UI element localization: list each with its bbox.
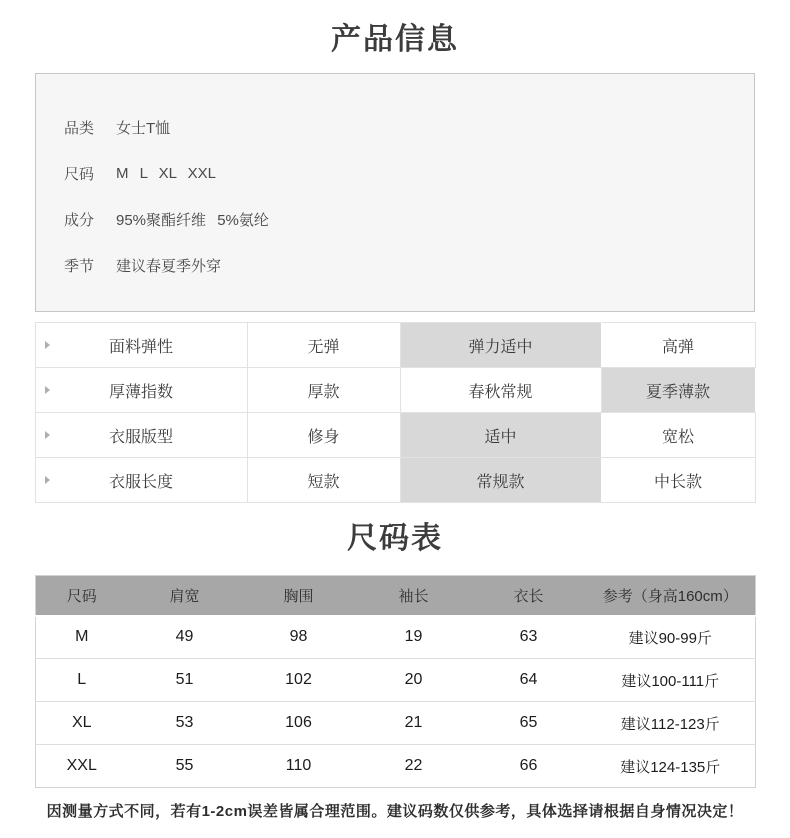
size-cell: M — [35, 616, 128, 659]
size-chart-title: 尺码表 — [347, 522, 443, 555]
size-cell: 64 — [471, 659, 586, 702]
size-col-header: 肩宽 — [128, 576, 241, 616]
size-cell: 106 — [241, 702, 356, 745]
size-cell-reference: 建议112-123斤 — [586, 702, 755, 745]
size-cell: 98 — [241, 616, 356, 659]
info-value-composition: 95%聚酯纤维 5%氨纶 — [116, 211, 269, 229]
size-cell: 19 — [356, 616, 471, 659]
size-chart-table — [35, 575, 756, 788]
product-info-row — [36, 242, 754, 288]
attr-label-cell — [35, 368, 247, 413]
size-cell: 53 — [128, 702, 241, 745]
size-col-header: 袖长 — [356, 576, 471, 616]
measurement-note: 因测量方式不同，若有1-2cm误差皆属合理范围。建议码数仅供参考，具体选择请根据自身情况决定！ — [46, 803, 744, 820]
size-cell-reference: 建议124-135斤 — [586, 745, 755, 788]
size-cell: 22 — [356, 745, 471, 788]
attr-option-cell: 中长款 — [601, 458, 755, 503]
triangle-right-icon — [45, 341, 50, 349]
attr-option-cell: 无弹 — [247, 323, 400, 368]
size-cell: 51 — [128, 659, 241, 702]
size-col-header: 参考（身高160cm） — [586, 576, 755, 616]
size-chart-header-row — [35, 576, 755, 616]
triangle-right-icon — [45, 431, 50, 439]
product-info-row — [36, 196, 754, 242]
info-value-size: M L XL XXL — [116, 164, 216, 182]
page-title: 产品信息 — [331, 23, 459, 56]
size-cell: XL — [35, 702, 128, 745]
attr-label-cell — [35, 323, 247, 368]
size-cell: 63 — [471, 616, 586, 659]
size-cell: 55 — [128, 745, 241, 788]
attribute-row — [35, 413, 755, 458]
attribute-row — [35, 368, 755, 413]
size-col-header: 衣长 — [471, 576, 586, 616]
info-label-category: 品类 — [64, 119, 95, 137]
attr-option-cell: 弹力适中 — [400, 323, 601, 368]
info-label-season: 季节 — [64, 257, 95, 275]
attr-label: 面料弹性 — [108, 338, 173, 356]
size-chart-row — [35, 659, 755, 702]
attr-label: 厚薄指数 — [108, 383, 173, 401]
attr-option-cell: 修身 — [247, 413, 400, 458]
size-cell-reference: 建议100-111斤 — [586, 659, 755, 702]
attr-option-cell: 高弹 — [601, 323, 755, 368]
product-info-row — [36, 104, 754, 150]
triangle-right-icon — [45, 386, 50, 394]
size-cell: 20 — [356, 659, 471, 702]
size-cell: 66 — [471, 745, 586, 788]
info-value-season: 建议春夏季外穿 — [116, 257, 222, 275]
size-cell: L — [35, 659, 128, 702]
attribute-row — [35, 458, 755, 503]
attr-label-cell — [35, 413, 247, 458]
attribute-table — [35, 322, 756, 503]
size-chart-row — [35, 702, 755, 745]
attr-option-cell: 宽松 — [601, 413, 755, 458]
triangle-right-icon — [45, 476, 50, 484]
size-cell: 102 — [241, 659, 356, 702]
product-info-box — [35, 73, 755, 312]
attr-option-cell: 短款 — [247, 458, 400, 503]
attr-label: 衣服版型 — [108, 428, 173, 446]
size-col-header: 胸围 — [241, 576, 356, 616]
info-label-composition: 成分 — [64, 211, 95, 229]
attr-option-cell: 春秋常规 — [400, 368, 601, 413]
size-cell: 65 — [471, 702, 586, 745]
size-cell: 49 — [128, 616, 241, 659]
info-value-category: 女士T恤 — [116, 119, 171, 137]
size-cell: 110 — [241, 745, 356, 788]
attribute-row — [35, 323, 755, 368]
size-cell-reference: 建议90-99斤 — [586, 616, 755, 659]
attr-option-cell: 夏季薄款 — [601, 368, 755, 413]
attr-option-cell: 适中 — [400, 413, 601, 458]
size-cell: XXL — [35, 745, 128, 788]
attr-label-cell — [35, 458, 247, 503]
attr-label: 衣服长度 — [108, 473, 173, 491]
size-chart-row — [35, 745, 755, 788]
attr-option-cell: 常规款 — [400, 458, 601, 503]
size-chart-row — [35, 616, 755, 659]
info-label-size: 尺码 — [64, 165, 95, 183]
size-cell: 21 — [356, 702, 471, 745]
attr-option-cell: 厚款 — [247, 368, 400, 413]
product-info-row — [36, 150, 754, 196]
size-col-header: 尺码 — [35, 576, 128, 616]
